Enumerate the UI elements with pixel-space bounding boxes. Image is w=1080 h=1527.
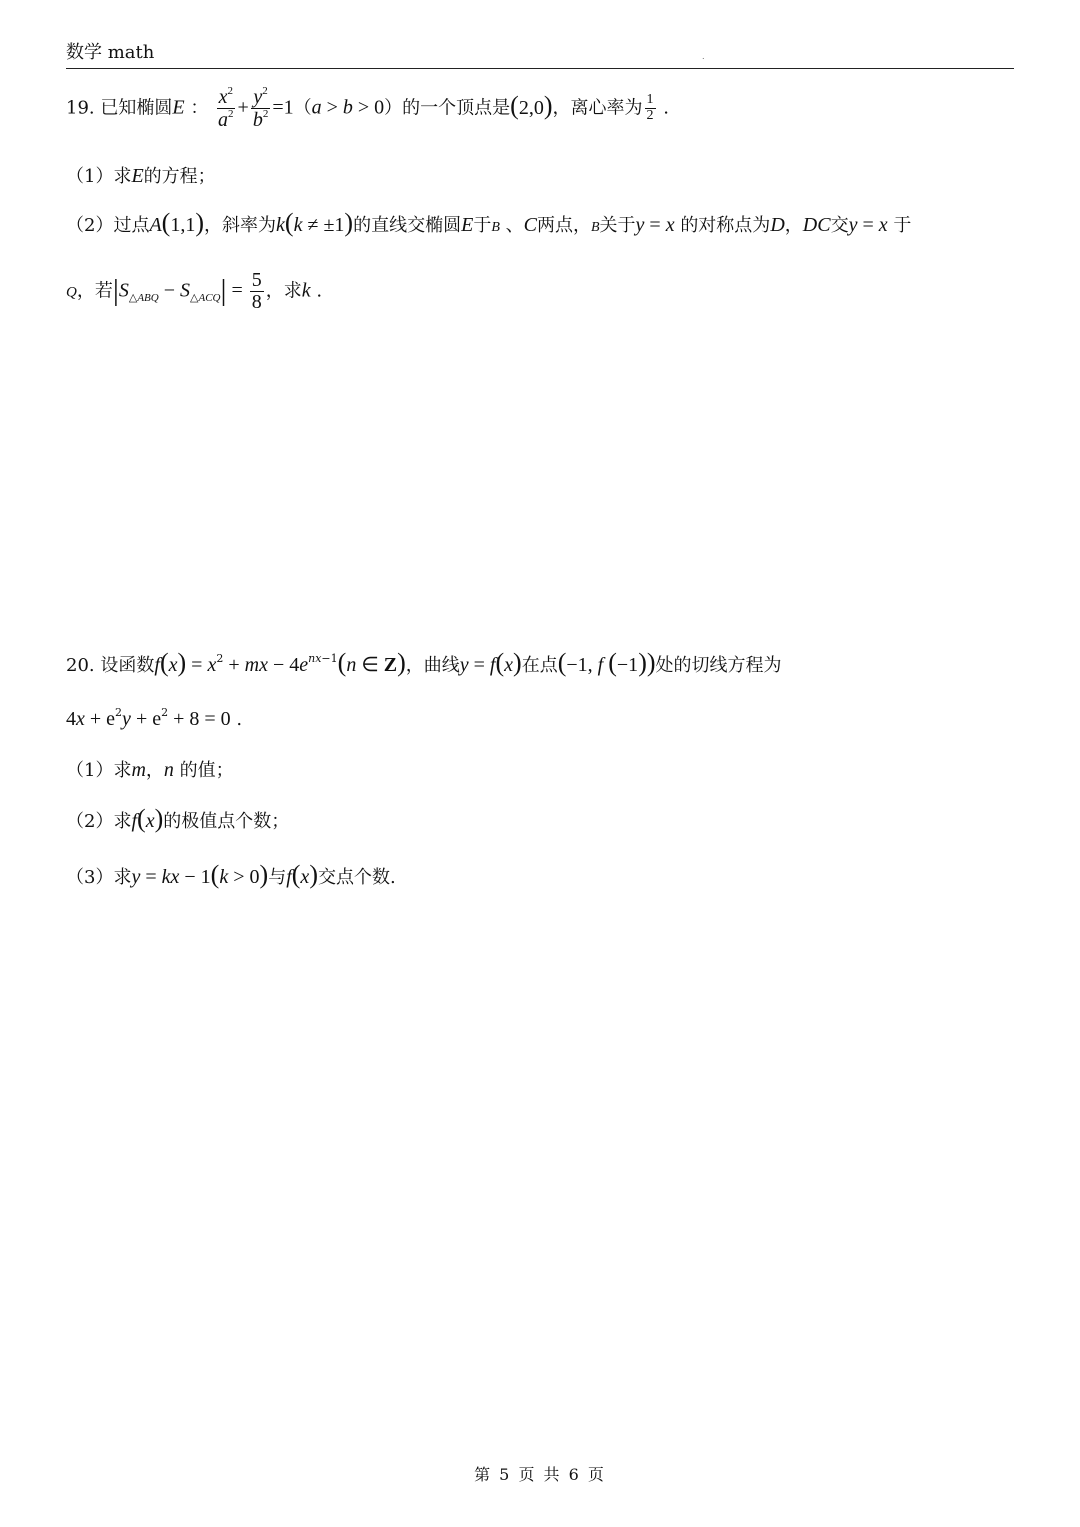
q20-part2: （2）求f(x)的极值点个数； [66, 804, 290, 833]
subject-label: 数学 math [66, 42, 155, 63]
q20-part1: （1）求m，n 的值； [66, 759, 234, 781]
q20-statement: 20. 设函数$f(x) = x^2$ + mx − $4e^{nx-1}(n$ ∈ Z)，曲线y = f(x)在点(−1, f (−1))处的切线方程为 [66, 648, 782, 677]
q19-part2: （2）过点A(1,1)，斜率为k(k ≠ ±1)的直线交椭圆E于B 、C两点，B关于y = x 的对称点为D，DC交y = x 于 [66, 208, 912, 237]
frac-x2-a2: $\frac{x^2}{a^2}$ [218, 85, 234, 131]
q19-part2-condition: Q，若$|S_{\triangle ABQ} - S_{\triangle ACQ}|$ = $\frac{5}{8}$ ，求k . [66, 269, 323, 313]
q19-part1: （1）求E的方程； [66, 165, 216, 187]
frac-y2-b2: $\frac{y^2}{b^2}$ [252, 85, 269, 131]
header-dot: . [702, 52, 705, 61]
page-header [66, 40, 1014, 69]
q20-number: 20. [66, 655, 95, 676]
q19-statement: 19. 已知椭圆E ： $\frac{x^2}{a^2}$ + $\frac{y^2}{b^2}$ =1（a > b > 0）的一个顶点是(2,0)，离心率为 $\frac{1}{2}$ . [66, 85, 669, 131]
q20-tangent-equation: $4x + e^2y + e^2 + 8 = 0$ . [66, 706, 243, 730]
frac-five-eighths: $\frac{5}{8}$ [251, 269, 262, 313]
q19-number: 19. [66, 97, 95, 119]
page-footer: 第 5 页 共 6 页 [474, 1465, 606, 1484]
q20-part3: （3）求y = kx − 1(k > 0)与f(x)交点个数. [66, 860, 396, 889]
frac-one-half: $\frac{1}{2}$ [646, 92, 654, 123]
